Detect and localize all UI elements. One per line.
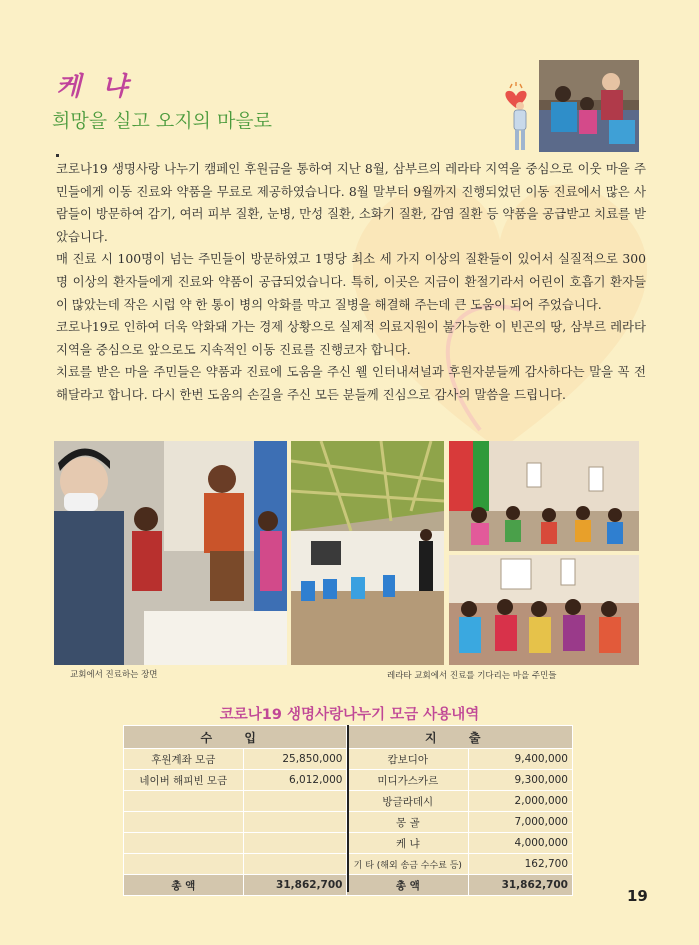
caption-left: 교회에서 진료하는 장면 <box>70 670 158 680</box>
bullet-dot <box>56 154 59 157</box>
expense-label: 케 냐 <box>347 833 469 854</box>
article-body <box>56 158 646 407</box>
income-total-label: 총 액 <box>124 875 244 896</box>
income-total-value: 31,862,700 <box>243 875 347 896</box>
expense-label: 캄보디아 <box>347 749 469 770</box>
fund-usage-table-title: 코로나19 생명사랑나누기 모금 사용내역 <box>219 707 480 723</box>
top-photo-doctor-with-villagers <box>539 60 639 152</box>
income-label: 네이버 해피빈 모금 <box>124 770 244 791</box>
paragraph-2: 매 진료 시 100명이 넘는 주민들이 방문하였고 1명당 최소 세 가지 이상의 질환들이 있어서 실질적으로 300명 이상의 환자들에게 진료와 약품이 공급되었습니다. 특히, 이곳은 지금이 환절기라서 어린이 호흡기 환자들이 많았는데 작은 시럽 약 한 통이 병의 악화를 막고 질병을 해결해 주는데 큰 도움이 되어 주었습니다. <box>56 251 646 312</box>
expense-value: 4,000,000 <box>469 833 573 854</box>
paragraph-3: 코로나19로 인하여 더욱 악화돼 가는 경제 상황으로 실제적 의료지원이 불가능한 이 빈곤의 땅, 삼부르 레라타 지역을 중심으로 앞으로도 지속적인 이동 진료를 진행코자 합니다. <box>56 319 646 357</box>
income-value <box>243 854 347 875</box>
expense-label: 몽 골 <box>347 812 469 833</box>
expense-header: 지 출 <box>347 726 573 749</box>
income-header: 수 입 <box>124 726 347 749</box>
page-subtitle: 희망을 실고 오지의 마을로 <box>52 110 273 132</box>
expense-value: 2,000,000 <box>469 791 573 812</box>
page-title: 케 냐 <box>56 72 134 102</box>
income-label <box>124 833 244 854</box>
income-label: 후원계좌 모금 <box>124 749 244 770</box>
expense-total-value: 31,862,700 <box>469 875 573 896</box>
photo-church-interior-crowd-2 <box>449 555 639 665</box>
expense-label: 기 타 (해외 송금 수수료 등) <box>347 854 469 875</box>
expense-label: 방글라데시 <box>347 791 469 812</box>
expense-value: 9,300,000 <box>469 770 573 791</box>
person-with-heart-illustration <box>494 82 538 154</box>
page-number: 19 <box>627 887 648 905</box>
photo-church-interior-crowd-1 <box>449 441 639 551</box>
expense-label: 미디가스카르 <box>347 770 469 791</box>
table-column-divider <box>347 725 349 892</box>
income-value <box>243 791 347 812</box>
photo-outdoor-shelter <box>291 441 444 665</box>
income-value: 25,850,000 <box>243 749 347 770</box>
photo-church-clinic-scene <box>54 441 287 665</box>
income-label <box>124 854 244 875</box>
expense-value: 7,000,000 <box>469 812 573 833</box>
expense-total-label: 총 액 <box>347 875 469 896</box>
income-label <box>124 812 244 833</box>
caption-right: 레라타 교회에서 진료를 기다리는 마을 주민들 <box>387 671 557 681</box>
income-label <box>124 791 244 812</box>
paragraph-4: 치료를 받은 마을 주민들은 약품과 진료에 도움을 주신 웰 인터내셔널과 후원자분들께 감사하다는 말을 꼭 전해달라고 합니다. 다시 한번 도움의 손길을 주신 모든 분들께 진심으로 감사의 말씀을 드립니다. <box>56 364 646 402</box>
expense-value: 9,400,000 <box>469 749 573 770</box>
income-value <box>243 833 347 854</box>
paragraph-1: 코로나19 생명사랑 나누기 캠페인 후원금을 통하여 지난 8월, 삼부르의 레라타 지역을 중심으로 이웃 마을 주민들에게 이동 진료와 약품을 무료로 제공하였습니다. 8월 말부터 9월까지 진행되었던 이동 진료에서 많은 사람들이 방문하여 감기, 여러 피부 질환, 눈병, 만성 질환, 소화기 질환, 감염 질환 등 약품을 공급받고 치료를 받았습니다. <box>56 161 646 244</box>
income-value: 6,012,000 <box>243 770 347 791</box>
income-value <box>243 812 347 833</box>
expense-value: 162,700 <box>469 854 573 875</box>
